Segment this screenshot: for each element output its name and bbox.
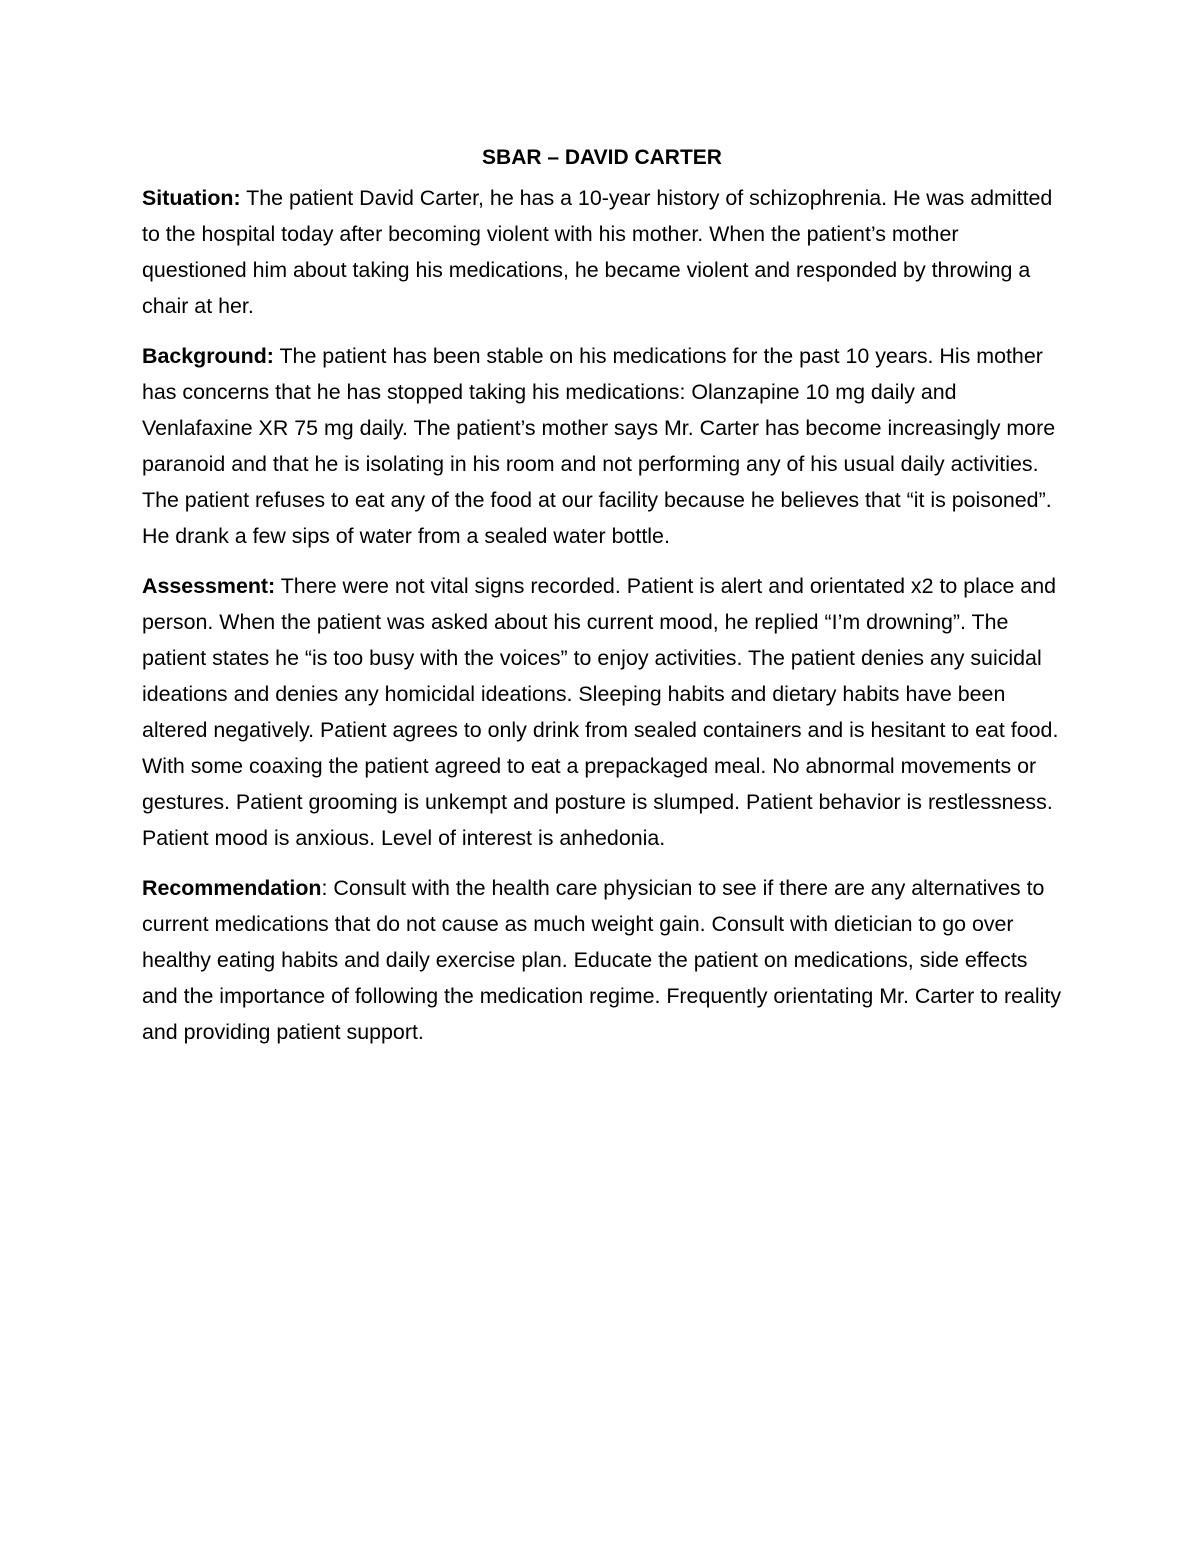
section-assessment [142, 568, 1062, 856]
section-label: Recommendation [142, 876, 322, 900]
section-text: The patient has been stable on his medications for the past 10 years. His mother has concerns that he has stopped taking his medications: Olanzapine 10 mg daily and Venlafaxine XR 75 mg daily. The patient’s mother says Mr. Carter has become increasingly more paranoid and that he is isolating in his room and not performing any of his usual daily activities. The patient refuses to eat any of the food at our facility because he believes that “it is poisoned”. He drank a few sips of water from a sealed water bottle. [142, 344, 1056, 548]
section-label: Assessment: [142, 574, 276, 598]
document-title: SBAR – DAVID CARTER [482, 146, 722, 169]
section-text: : Consult with the health care physician to see if there are any alternatives to current medications that do not cause as much weight gain. Consult with dietician to go over healthy eating habits and daily exercise plan. Educate the patient on medications, side effects and the importance of following the medication regime. Frequently orientating Mr. Carter to reality and providing patient support. [142, 876, 1062, 1044]
section-text: There were not vital signs recorded. Patient is alert and orientated x2 to place and person. When the patient was asked about his current mood, he replied “I’m drowning”. The patient states he “is too busy with the voices” to enjoy activities. The patient denies any suicidal ideations and denies any homicidal ideations. Sleeping habits and dietary habits have been altered negatively. Patient agrees to only drink from sealed containers and is hesitant to eat food. With some coaxing the patient agreed to eat a prepackaged meal. No abnormal movements or gestures. Patient grooming is unkempt and posture is slumped. Patient behavior is restlessness. Patient mood is anxious. Level of interest is anhedonia. [142, 574, 1059, 850]
document-body [142, 140, 1062, 1064]
section-background [142, 338, 1062, 554]
section-label: Situation: [142, 186, 241, 210]
section-text: The patient David Carter, he has a 10-year history of schizophrenia. He was admitted to the hospital today after becoming violent with his mother. When the patient’s mother questioned him about taking his medications, he became violent and responded by throwing a chair at her. [142, 186, 1053, 318]
section-situation [142, 180, 1062, 324]
section-recommendation [142, 870, 1062, 1050]
section-label: Background: [142, 344, 274, 368]
